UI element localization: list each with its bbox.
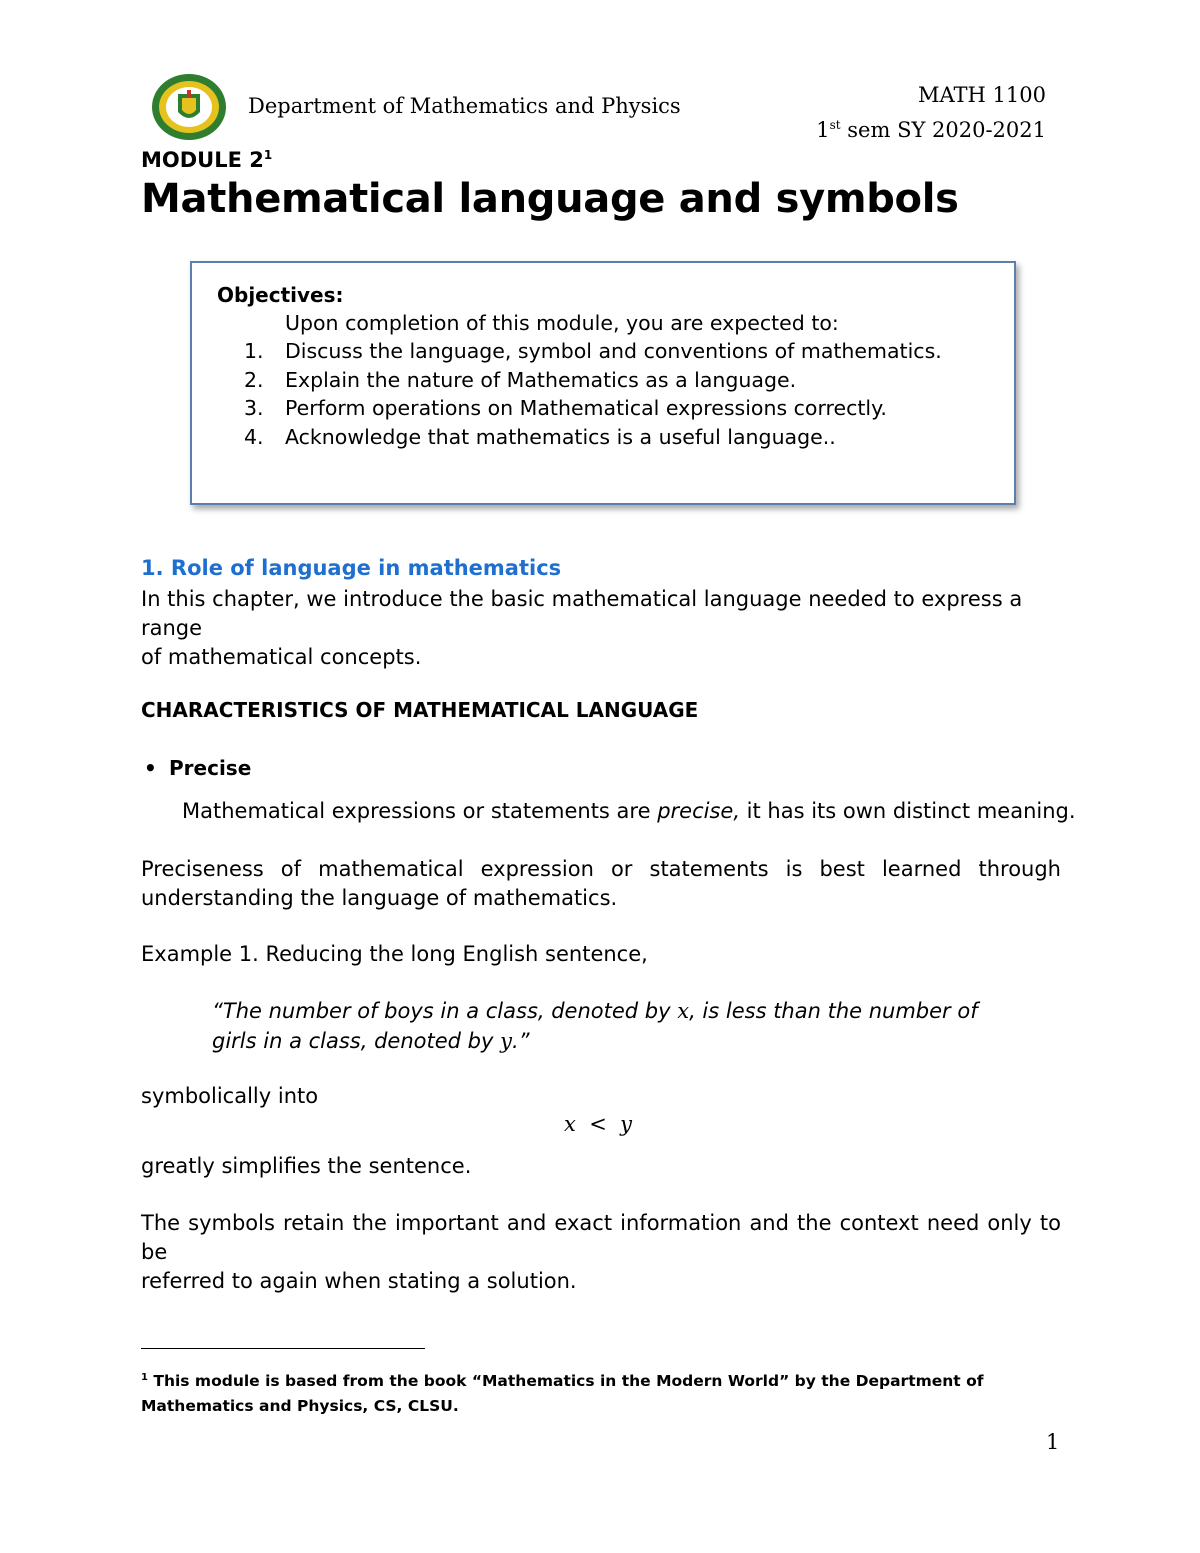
symbols-paragraph: The symbols retain the important and exact information and the context need only to be referred to again when stating a solution. (141, 1211, 1061, 1293)
module-label: MODULE $2^1$ (141, 148, 273, 172)
objective-item: 4. Acknowledge that mathematics is a useful language.. (244, 424, 836, 449)
objectives-heading: Objectives: (217, 283, 344, 307)
preciseness-paragraph: Preciseness of mathematical expression or statements is best learned through understanding the language of mathematics. (141, 857, 1061, 910)
department-name: Department of Mathematics and Physics (248, 94, 681, 118)
bullet-precise: • Precise (144, 756, 252, 780)
example-label: Example 1. Reducing the long English sentence, (141, 942, 648, 966)
precise-definition: Mathematical expressions or statements are precise, it has its own distinct meaning. (182, 799, 1076, 823)
page-title: Mathematical language and symbols (141, 176, 959, 222)
objectives-intro: Upon completion of this module, you are expected to: (285, 311, 839, 335)
course-info (816, 80, 1046, 145)
variable-y: y (500, 1029, 512, 1053)
semester: 1st sem SY 2020-2021 (816, 118, 1046, 142)
course-code: MATH 1100 (918, 83, 1046, 107)
simplifies-text: greatly simplifies the sentence. (141, 1154, 472, 1178)
bullet-icon: • (144, 756, 157, 780)
objective-item: 3. Perform operations on Mathematical expressions correctly. (244, 396, 887, 420)
footnote-reference: 1 (263, 148, 273, 162)
university-seal-logo (150, 72, 228, 142)
footnote: $^1$ This module is based from the book “Mathematics in the Modern World” by the Department of Mathematics and Physics, CS, CLSU. (141, 1372, 984, 1416)
section-intro-paragraph: In this chapter, we introduce the basic mathematical language needed to express a range of mathematical concepts. (141, 587, 1023, 669)
objective-item: 1. Discuss the language, symbol and conventions of mathematics. (244, 339, 942, 363)
page-number: 1 (1046, 1430, 1060, 1454)
example-quote: “The number of boys in a class, denoted by x, is less than the number of girls in a class, denoted by y.” (212, 999, 978, 1053)
objective-item: 2. Explain the nature of Mathematics as a language. (244, 367, 797, 392)
symbolically-label: symbolically into (141, 1084, 319, 1108)
characteristics-heading: CHARACTERISTICS OF MATHEMATICAL LANGUAGE (141, 698, 699, 722)
variable-x: x (677, 999, 690, 1023)
objectives-box (190, 261, 1016, 505)
math-expression: x < y (564, 1112, 633, 1136)
objectives-list (244, 339, 942, 453)
section-heading: 1. Role of language in mathematics (141, 556, 562, 580)
footnote-divider (141, 1348, 425, 1349)
